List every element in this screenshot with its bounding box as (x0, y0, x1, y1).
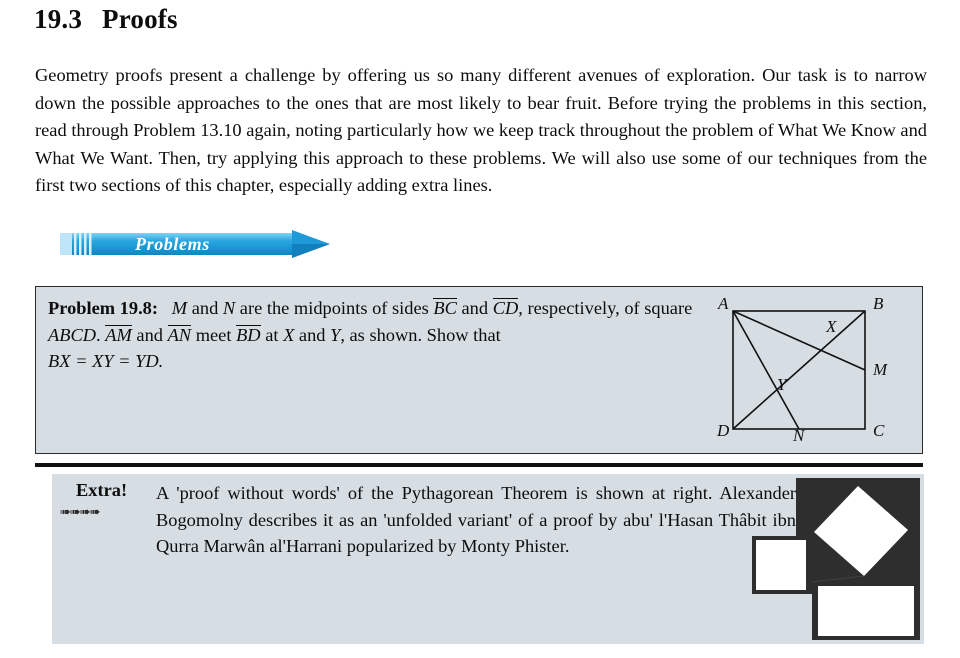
arrow-icon: ➠➠➠➠ (60, 504, 100, 519)
problem-var-m: M (171, 298, 188, 318)
background-bleed-artifact (380, 200, 386, 226)
figure-label-c: C (873, 421, 885, 440)
problem-text-1: are the midpoints of sides (239, 298, 429, 318)
problems-banner-label: Problems (135, 234, 210, 254)
problem-box (35, 286, 923, 454)
figure-label-x: X (826, 317, 837, 336)
square-abcd: ABCD (48, 324, 97, 345)
problems-banner (60, 228, 330, 260)
problem-word-meet: meet (195, 324, 232, 345)
section-title: Proofs (102, 4, 178, 34)
point-x: X (283, 324, 295, 345)
problem-word-and-4: and (298, 324, 326, 345)
problem-figure (715, 295, 900, 441)
figure-label-n: N (793, 426, 805, 441)
section-number: 19.3 (34, 4, 83, 34)
problem-label: Problem 19.8: (48, 298, 158, 318)
figure-label-a: A (718, 295, 729, 313)
segment-bc: BC (433, 298, 457, 318)
extra-label: Extra! (76, 480, 128, 500)
problem-var-n: N (222, 298, 236, 318)
problem-word-and-3: and (136, 324, 163, 345)
problem-text-4: . (96, 324, 101, 345)
problem-text-2: , respectively, (518, 298, 620, 318)
extra-box (52, 474, 924, 644)
extra-text: A 'proof without words' of the Pythagorean Theorem is shown at right. Alexander Bogomolny describes it as an 'unfolded variant' of a proof by abu' l'Hasan Thâbit ibn Qurra Marwân al'Harrani popularized by Monty Phister. (156, 483, 796, 556)
figure-label-m: M (873, 360, 888, 379)
figure-label-b: B (873, 295, 884, 313)
intro-paragraph: Geometry proofs present a challenge by offering us so many different avenues of exploration. Our task is to narrow down the possible approaches to the ones that are most likely to bear fruit. Before trying the problems in this section, read through Problem 13.10 again, noting particularly how we keep track throughout the problem of What We Know and What We Want. Then, try applying this approach to these problems. We will also use some of our techniques from the first two sections of this chapter, especially adding extra lines. (35, 65, 927, 195)
section-divider (35, 463, 923, 467)
pythagorean-proof-figure (752, 478, 920, 640)
segment-an: AN (167, 324, 192, 345)
segment-am: AM (105, 324, 132, 345)
problem-text-5: , as shown. Show that (340, 324, 501, 345)
problem-word-and-1: and (191, 298, 219, 318)
problem-statement (48, 295, 728, 375)
page-title (34, 4, 178, 35)
point-y: Y (330, 324, 341, 345)
problem-text-3: of square (624, 298, 693, 318)
problem-conclusion: BX = XY = YD. (48, 351, 164, 371)
problem-word-and-2: and (461, 298, 489, 318)
figure-label-d: D (717, 421, 730, 440)
problem-word-at: at (265, 324, 279, 345)
figure-label-y: Y (777, 375, 787, 394)
segment-bd: BD (236, 324, 261, 345)
segment-cd: CD (492, 298, 519, 318)
